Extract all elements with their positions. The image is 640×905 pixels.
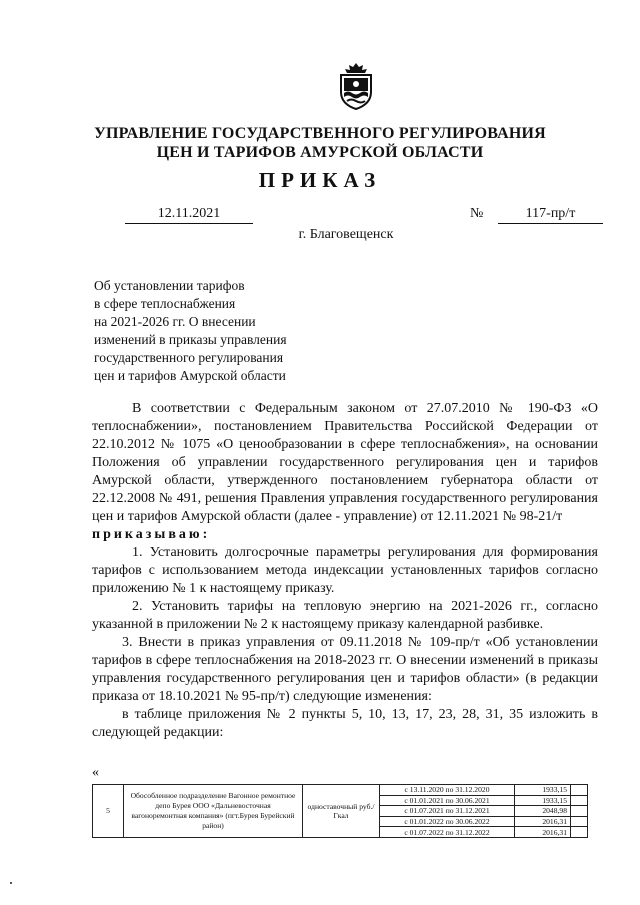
tariff-table	[92, 784, 588, 838]
order-word	[92, 526, 598, 544]
empty-cell	[571, 795, 588, 806]
value-cell: 2048,98	[515, 806, 571, 817]
agency-title-line1: УПРАВЛЕНИЕ ГОСУДАРСТВЕННОГО РЕГУЛИРОВАНИЯ	[94, 125, 546, 142]
order-body	[92, 400, 598, 742]
row-number-cell: 5	[93, 785, 124, 838]
item-2-paragraph: 2. Установить тарифы на тепловую энергию на 2021-2026 гг., согласно указанной в приложении № 2 к настоящему приказу календарной разбивке.	[92, 599, 598, 632]
order-date: 12.11.2021	[125, 206, 253, 224]
agency-title-line2: ЦЕН И ТАРИФОВ АМУРСКОЙ ОБЛАСТИ	[156, 144, 484, 161]
period-cell: с 01.07.2022 по 31.12.2022	[380, 827, 515, 838]
subject-line: цен и тарифов Амурской области	[94, 368, 286, 383]
period-cell: с 01.07.2021 по 31.12.2021	[380, 806, 515, 817]
preamble-paragraph: В соответствии с Федеральным законом от 27.07.2010 № 190-ФЗ «О теплоснабжении», постановлением Правительства Российской Федерации от 22.10.2012 № 1075 «О ценообразовании в сфере теплоснабжения», на основании Положения об управлении государственного регулирования цен и тарифов Амурской области, утвержденного постановлением губернатора области от 22.12.2008 № 491, решения Правления управления государственного регулирования цен и тарифов Амурской области (далее - управление) от 12.11.2021 № 98-21/т	[92, 401, 598, 524]
empty-cell	[571, 785, 588, 796]
quote-open-mark: «	[92, 765, 99, 780]
empty-cell	[571, 816, 588, 827]
empty-cell	[571, 806, 588, 817]
item-3-paragraph: 3. Внести в приказ управления от 09.11.2018 № 109-пр/т «Об установлении тарифов в сфере теплоснабжения на 2018-2023 гг. О внесении изменений в приказы управления государственного регулирования цен и тарифов области» (в редакции приказа от 18.10.2021 № 95-пр/т) следующие изменения:	[92, 635, 598, 704]
order-subject	[94, 277, 334, 385]
document-type: ПРИКАЗ	[258, 168, 382, 192]
item-3-subparagraph: в таблице приложения № 2 пункты 5, 10, 13, 17, 23, 28, 31, 35 изложить в следующей редакции:	[92, 707, 598, 740]
value-cell: 1933,15	[515, 785, 571, 796]
item-1-paragraph: 1. Установить долгосрочные параметры регулирования для формирования тарифов с использованием метода индексации установленных тарифов согласно приложению № 1 к настоящему приказу.	[92, 545, 598, 596]
period-cell: с 01.01.2021 по 30.06.2021	[380, 795, 515, 806]
period-cell: с 01.01.2022 по 30.06.2022	[380, 816, 515, 827]
tariff-type-cell: одноставочный руб./Гкал	[303, 785, 380, 838]
empty-cell	[571, 827, 588, 838]
order-number: 117-пр/т	[498, 206, 603, 224]
subject-line: изменений в приказы управления	[94, 332, 287, 347]
subject-line: на 2021-2026 гг. О внесении	[94, 314, 256, 329]
amur-region-coat-of-arms-icon	[336, 62, 376, 110]
city: г. Благовещенск	[298, 227, 394, 242]
period-cell: с 13.11.2020 по 31.12.2020	[380, 785, 515, 796]
value-cell: 2016,31	[515, 816, 571, 827]
scan-speck	[10, 882, 12, 884]
table-row	[93, 785, 588, 796]
subject-line: Об установлении тарифов	[94, 278, 245, 293]
subject-line: в сфере теплоснабжения	[94, 296, 236, 311]
value-cell: 2016,31	[515, 827, 571, 838]
order-word-text: приказываю:	[92, 527, 211, 542]
value-cell: 1933,15	[515, 795, 571, 806]
subject-line: государственного регулирования	[94, 350, 284, 365]
number-sign: №	[470, 206, 484, 221]
organization-cell: Обособленное подразделение Вагонное ремонтное депо Бурея ООО «Дальневосточная вагоноремонтная компания» (пгт.Бурея Бурейский район)	[124, 785, 303, 838]
